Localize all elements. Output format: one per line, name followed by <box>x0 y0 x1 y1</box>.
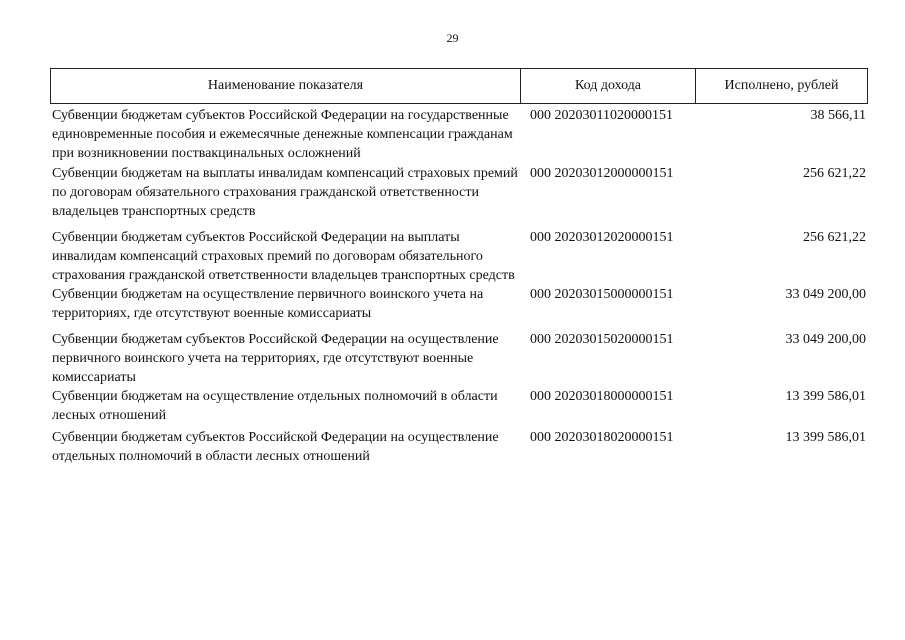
executed-amount: 13 399 586,01 <box>785 389 866 404</box>
executed-amount: 256 621,22 <box>803 230 866 245</box>
header-revenue-code: Код дохода <box>521 69 696 103</box>
indicator-name: Субвенции бюджетам на осуществление первичного воинского учета на территориях, где отсутствуют военные комиссариаты <box>52 287 484 321</box>
indicator-name: Субвенции бюджетам субъектов Российской Федерации на выплаты инвалидам компенсаций страховых премий по договорам обязательного страхования гражданской ответственности владельцев транспортных средств <box>52 230 515 283</box>
revenue-code: 000 20203018000000151 <box>530 389 674 404</box>
executed-amount: 38 566,11 <box>810 108 866 123</box>
revenue-code: 000 20203011020000151 <box>530 108 673 123</box>
revenue-table <box>50 68 868 466</box>
revenue-code: 000 20203012020000151 <box>530 230 674 245</box>
header-indicator-name: Наименование показателя <box>51 69 521 103</box>
revenue-code: 000 20203012000000151 <box>530 166 674 181</box>
indicator-name: Субвенции бюджетам субъектов Российской Федерации на осуществление первичного воинского учета на территориях, где отсутствуют военные комиссариаты <box>52 332 499 385</box>
header-executed-amount: Исполнено, рублей <box>724 78 839 93</box>
indicator-name: Субвенции бюджетам субъектов Российской Федерации на осуществление отдельных полномочий в области лесных отношений <box>52 430 499 464</box>
table-row <box>50 285 868 323</box>
table-row <box>50 387 868 425</box>
table-row <box>50 428 868 466</box>
executed-amount: 256 621,22 <box>803 166 866 181</box>
table-row <box>50 164 868 221</box>
executed-amount: 33 049 200,00 <box>785 287 866 302</box>
table-row <box>50 106 868 163</box>
executed-amount: 13 399 586,01 <box>785 430 866 445</box>
table-row <box>50 330 868 387</box>
revenue-code: 000 20203018020000151 <box>530 430 674 445</box>
table-header <box>50 68 868 104</box>
executed-amount: 33 049 200,00 <box>785 332 866 347</box>
table-row <box>50 228 868 285</box>
revenue-code: 000 20203015000000151 <box>530 287 674 302</box>
revenue-code: 000 20203015020000151 <box>530 332 674 347</box>
page-number: 29 <box>446 31 459 45</box>
indicator-name: Субвенции бюджетам на выплаты инвалидам компенсаций страховых премий по договорам обязательного страхования гражданской ответственности владельцев транспортных средств <box>52 166 518 219</box>
indicator-name: Субвенции бюджетам на осуществление отдельных полномочий в области лесных отношений <box>52 389 498 423</box>
indicator-name: Субвенции бюджетам субъектов Российской Федерации на государственные единовременные пособия и ежемесячные денежные компенсации гражданам при возникновении поствакцинальных осложнений <box>52 108 513 161</box>
